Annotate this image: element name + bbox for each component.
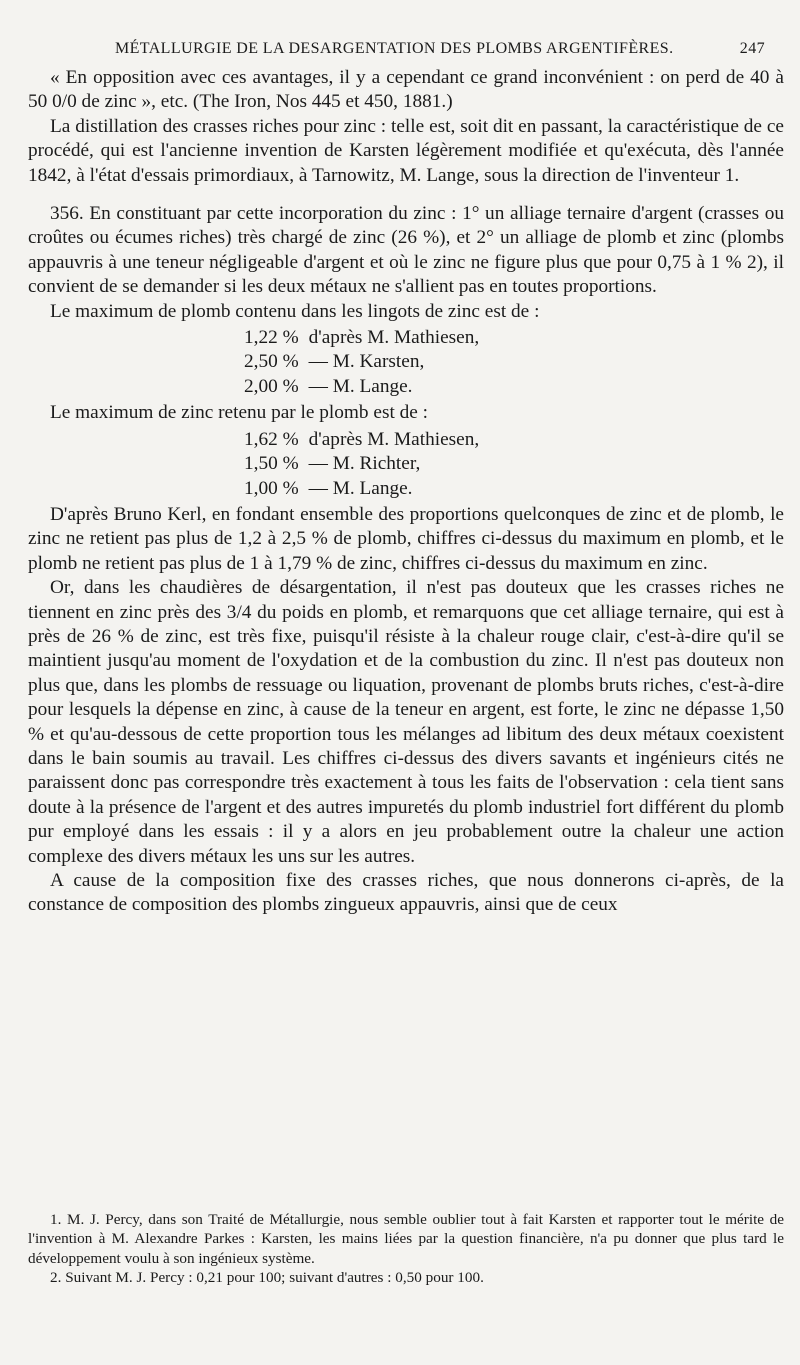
value-cell: 1,62 %	[244, 428, 299, 450]
paragraph: La distillation des crasses riches pour zinc : telle est, soit dit en passant, la caractéristique de ce procédé, qui est l'ancienne invention de Karsten légèrement modifiée et qu'exécuta, dès l'année 1842, à l'état d'essais primordiaux, à Tarnowitz, M. Lange, sous la direction de l'inventeur 1.	[28, 115, 784, 186]
paragraph: D'après Bruno Kerl, en fondant ensemble des proportions quelconques de zinc et de plomb, le zinc ne retient pas plus de 1,2 à 2,5 % de plomb, chiffres ci-dessus du maximum en plomb, et le plomb ne retient pas plus de 1 à 1,79 % de zinc, chiffres ci-dessus du maximum en zinc.	[28, 503, 784, 574]
source-cell: d'après M. Mathiesen,	[308, 428, 480, 450]
value-cell: 2,50 %	[244, 351, 299, 373]
table-row	[244, 477, 489, 501]
source-cell: — M. Richter,	[308, 453, 421, 475]
footnote: 1. M. J. Percy, dans son Traité de Métallurgie, nous semble oublier tout à fait Karsten et rapporter tout le mérite de l'invention à M. Alexandre Parkes : Karsten, les mains liées par la question financière, n'a pu donner que plus tard le développement voulu à son ingénieux système.	[28, 1211, 784, 1267]
paragraph: « En opposition avec ces avantages, il y a cependant ce grand inconvénient : on perd de 40 à 50 0/0 de zinc », etc. (The Iron, Nos 445 et 450, 1881.)	[28, 67, 784, 113]
value-cell: 1,00 %	[244, 477, 299, 499]
main-text	[28, 66, 784, 918]
page-number: 247	[739, 40, 765, 57]
paragraph-356: 356. En constituant par cette incorporation du zinc : 1° un alliage ternaire d'argent (crasses ou croûtes ou écumes riches) très chargé de zinc (26 %), et 2° un alliage de plomb et zinc (plombs appauvris à une teneur négligeable d'argent et où le zinc ne figure plus que pour 0,75 à 1 % 2), il convient de se demander si les deux métaux ne s'allient pas en toutes proportions.	[28, 203, 784, 298]
paragraph: Or, dans les chaudières de désargentation, il n'est pas douteux que les crasses riches ne tiennent en zinc près des 3/4 du poids en plomb, et remarquons que cet alliage ternaire, qui est à près de 26 % de zinc, est très fixe, puisqu'il résiste à la chaleur rouge clair, c'est-à-dire qu'il se maintient jusqu'au moment de l'oxydation et de la combustion du zinc. Il n'est pas douteux non plus que, dans les plombs de ressuage ou liquation, provenant de plombs bruts riches, c'est-à-dire pour lesquels la dépense en zinc, à cause de la teneur en argent, est forte, le zinc ne dépasse 1,50 % et qu'au-dessous de cette proportion tous les mélanges ad libitum des deux métaux coexistent dans le bain soumis au travail. Les chiffres ci-dessus des divers savants et ingénieurs cités ne paraissent donc pas correspondre très exactement à tous les faits de l'observation : cela tient sans doute à la présence de l'argent et des autres impuretés du plomb industriel fort différent du plomb pur employé dans les essais : il y a alors en jeu probablement outre la chaleur une action complexe des divers métaux les uns sur les autres.	[28, 577, 784, 867]
value-cell: 2,00 %	[244, 375, 299, 397]
footnotes	[28, 1210, 784, 1288]
table-row	[244, 326, 489, 350]
footnote: 2. Suivant M. J. Percy : 0,21 pour 100; suivant d'autres : 0,50 pour 100.	[50, 1269, 484, 1287]
running-title: MÉTALLURGIE DE LA DESARGENTATION DES PLOMBS ARGENTIFÈRES.	[115, 40, 674, 57]
paragraph: Le maximum de zinc retenu par le plomb est de :	[50, 402, 428, 424]
value-cell: 1,22 %	[244, 327, 299, 349]
value-cell: 1,50 %	[244, 453, 299, 475]
source-cell: — M. Lange.	[308, 375, 413, 397]
table-row	[244, 452, 489, 476]
source-cell: — M. Karsten,	[308, 351, 425, 373]
paragraph: A cause de la composition fixe des crasses riches, que nous donnerons ci-après, de la constance de composition des plombs zingueux appauvris, ainsi que de ceux	[28, 870, 784, 916]
source-cell: d'après M. Mathiesen,	[308, 327, 480, 349]
table-row	[244, 428, 489, 452]
table-row	[244, 375, 489, 399]
paragraph: Le maximum de plomb contenu dans les lingots de zinc est de :	[50, 300, 540, 322]
lead-maximum-table	[244, 326, 489, 399]
table-row	[244, 350, 489, 374]
zinc-maximum-table	[244, 428, 489, 501]
source-cell: — M. Lange.	[308, 477, 413, 499]
